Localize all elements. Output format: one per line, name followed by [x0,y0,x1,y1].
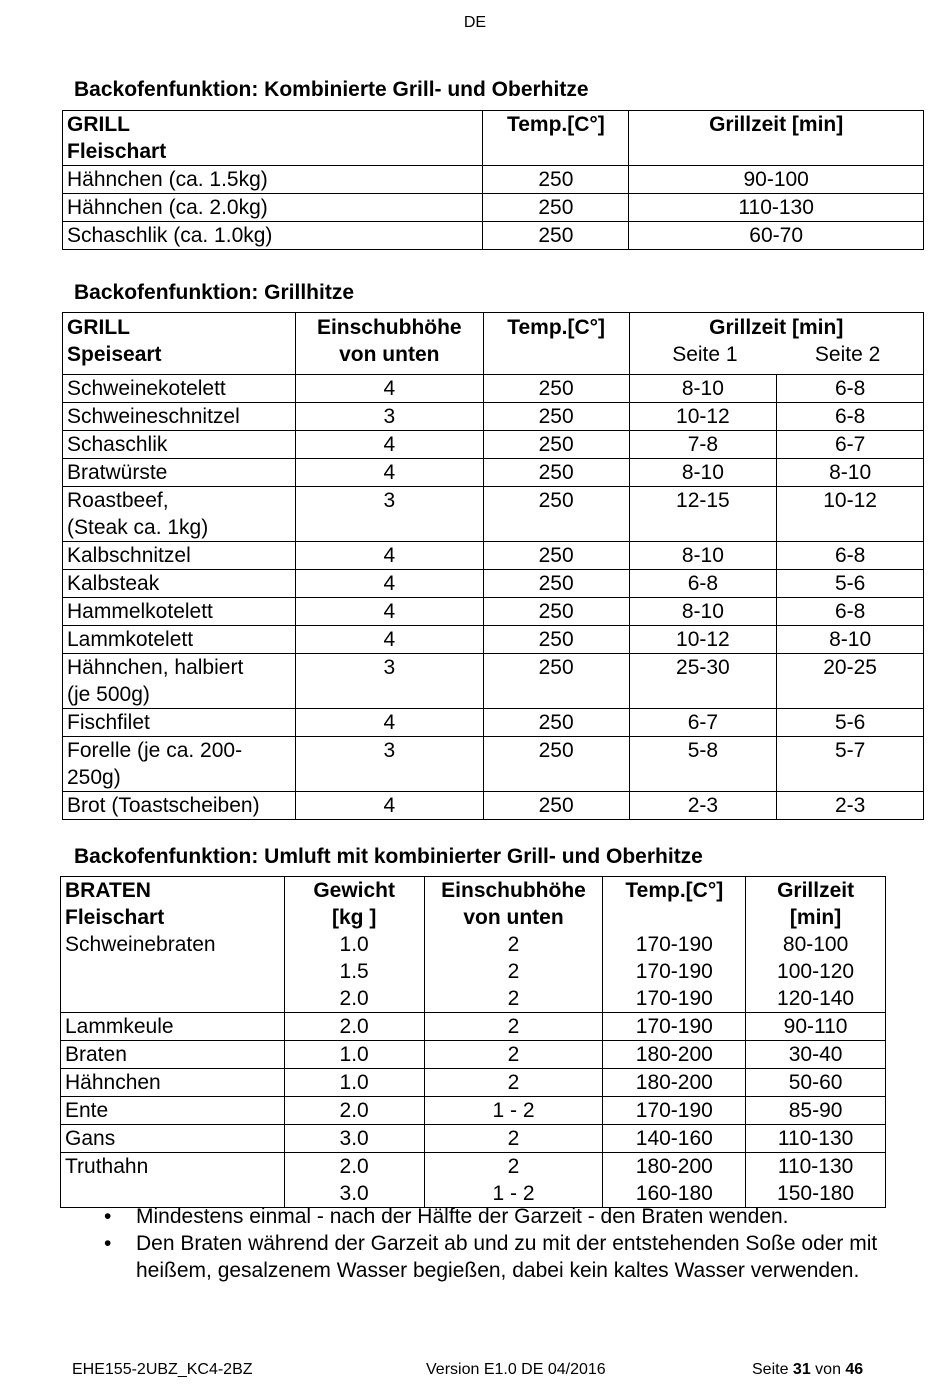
table-cell: 250 [483,431,629,459]
table-cell: Hähnchen, halbiert (je 500g) [63,654,296,709]
notes-list [104,1203,914,1284]
grill-combined-table [62,110,924,250]
section-title-grillhitze: Backofenfunktion: Grillhitze [74,281,355,304]
section-title-umluft: Backofenfunktion: Umluft mit kombinierter Grill- und Oberhitze [74,845,703,868]
table-cell: 6-7 [777,431,924,459]
table-cell: 3 [295,403,483,431]
table-cell: 2 [424,1125,603,1153]
table-cell: 2 1 - 2 [424,1153,603,1208]
table-cell: 250 [483,709,629,737]
table-cell: 10-12 [629,626,777,654]
umluft-braten-table [60,876,886,1208]
table-row [63,598,924,626]
table-cell: 250 [483,598,629,626]
section-title-combined-grill: Backofenfunktion: Kombinierte Grill- und Oberhitze [74,78,589,101]
table-cell: 3 [295,654,483,709]
table-cell: 250 [483,222,629,250]
table-cell: 3 [295,737,483,792]
table-cell: 85-90 [746,1097,886,1125]
table-cell: Roastbeef, (Steak ca. 1kg) [63,487,296,542]
table-cell: Bratwürste [63,459,296,487]
table-cell: 8-10 [777,626,924,654]
table-cell: 4 [295,375,483,403]
table-cell: Fischfilet [63,709,296,737]
table-cell: 4 [295,709,483,737]
note-item: • Den Braten während der Garzeit ab und zu mit der entstehenden Soße oder mit heißem, gesalzenem Wasser begießen, dabei kein kaltes Wasser verwenden. [104,1232,878,1282]
table-cell: 12-15 [629,487,777,542]
table-cell: 5-6 [777,709,924,737]
side-labels: Seite 1 Seite 2 [672,343,881,366]
header-cell: Temp.[C°] [483,313,629,375]
header-cell: Einschubhöhe von unten [424,877,603,932]
table-cell: 2.0 3.0 [284,1153,424,1208]
header-cell: Einschubhöhe von unten [295,313,483,375]
header-cell: Temp.[C°] [483,111,629,166]
table-cell: 1.0 [284,1069,424,1097]
table-cell: 8-10 [629,459,777,487]
table-header-row [61,877,886,932]
table-row [63,194,924,222]
table-cell: 110-130 [746,1125,886,1153]
table-cell: 250 [483,542,629,570]
table-row [63,654,924,709]
table-cell: 110-130 [629,194,924,222]
table-cell: Lammkotelett [63,626,296,654]
table-cell: Hammelkotelett [63,598,296,626]
table-cell: 8-10 [629,598,777,626]
table-cell: 2 [424,1041,603,1069]
table-row [63,375,924,403]
header-cell: Grillzeit [min] [746,877,886,932]
table-cell: 170-190 [603,1097,746,1125]
table-cell: 250 [483,375,629,403]
table-cell: 1.0 1.5 2.0 [284,931,424,1013]
table-cell: 6-7 [629,709,777,737]
table-cell: 250 [483,792,629,820]
table-cell: Lammkeule [61,1013,285,1041]
table-row [63,542,924,570]
table-cell: 6-8 [777,542,924,570]
table-row [61,1097,886,1125]
table-cell: Hähnchen (ca. 1.5kg) [63,166,483,194]
table-cell: 4 [295,598,483,626]
table-cell: Gans [61,1125,285,1153]
table-row [63,709,924,737]
footer-model: EHE155-2UBZ_KC4-2BZ [72,1361,253,1378]
table-cell: 8-10 [629,542,777,570]
header-cell: GRILL Fleischart [63,111,483,166]
table-cell: 7-8 [629,431,777,459]
table-cell: 1 - 2 [424,1097,603,1125]
table-cell: 25-30 [629,654,777,709]
table-cell: 170-190 170-190 170-190 [603,931,746,1013]
header-cell: Gewicht [kg ] [284,877,424,932]
table-cell: 4 [295,570,483,598]
table-row [63,792,924,820]
table-cell: 2-3 [777,792,924,820]
table-cell: 140-160 [603,1125,746,1153]
table-cell: 2 [424,1013,603,1041]
grillhitze-table [62,312,924,820]
table-cell: Hähnchen (ca. 2.0kg) [63,194,483,222]
table-row [61,1153,886,1208]
table-row [61,1013,886,1041]
table-cell: 5-7 [777,737,924,792]
table-row [61,1069,886,1097]
table-cell: 4 [295,542,483,570]
table-cell: Forelle (je ca. 200- 250g) [63,737,296,792]
table-cell: Braten [61,1041,285,1069]
table-cell: 4 [295,626,483,654]
table-cell: 4 [295,792,483,820]
table-row [63,222,924,250]
table-cell: 3 [295,487,483,542]
table-cell: 8-10 [777,459,924,487]
table-cell: 10-12 [629,403,777,431]
table-cell: 90-110 [746,1013,886,1041]
table-row [61,1125,886,1153]
table-cell: Schweinekotelett [63,375,296,403]
table-cell: 1.0 [284,1041,424,1069]
table-cell: 250 [483,194,629,222]
table-cell: 170-190 [603,1013,746,1041]
table-row [63,166,924,194]
table-cell: 250 [483,166,629,194]
bullet-icon: • [104,1232,112,1255]
table-row [63,487,924,542]
table-cell: 80-100 100-120 120-140 [746,931,886,1013]
table-cell: Schweinebraten [61,931,285,1013]
table-cell: Schaschlik [63,431,296,459]
table-cell: 2 2 2 [424,931,603,1013]
table-header-row [63,111,924,166]
table-cell: 4 [295,431,483,459]
table-cell: 90-100 [629,166,924,194]
table-cell: 250 [483,737,629,792]
table-cell: 250 [483,403,629,431]
table-cell: 8-10 [629,375,777,403]
table-cell: 110-130 150-180 [746,1153,886,1208]
table-cell: 6-8 [629,570,777,598]
footer-version: Version E1.0 DE 04/2016 [426,1361,606,1378]
table-cell: 180-200 [603,1041,746,1069]
table-row [63,570,924,598]
table-cell: 10-12 [777,487,924,542]
table-cell: 5-8 [629,737,777,792]
table-cell: 3.0 [284,1125,424,1153]
table-cell: 180-200 [603,1069,746,1097]
table-cell: Schweineschnitzel [63,403,296,431]
table-cell: Truthahn [61,1153,285,1208]
table-cell: 250 [483,654,629,709]
table-row [63,431,924,459]
bullet-icon: • [104,1205,112,1228]
table-cell: 250 [483,570,629,598]
table-cell: 60-70 [629,222,924,250]
table-cell: Kalbschnitzel [63,542,296,570]
table-cell: Hähnchen [61,1069,285,1097]
table-cell: 30-40 [746,1041,886,1069]
table-row [61,931,886,1013]
header-cell: Grillzeit [min] [629,111,924,166]
table-cell: 2.0 [284,1097,424,1125]
table-row [63,459,924,487]
header-cell: GRILL Speiseart [63,313,296,375]
table-cell: Brot (Toastscheiben) [63,792,296,820]
table-cell: 2.0 [284,1013,424,1041]
language-label: DE [463,14,487,31]
table-header-row [63,313,924,375]
table-cell: 6-8 [777,598,924,626]
table-cell: 180-200 160-180 [603,1153,746,1208]
table-cell: Kalbsteak [63,570,296,598]
note-item: • Mindestens einmal - nach der Hälfte der Garzeit - den Braten wenden. [104,1205,789,1228]
table-row [61,1041,886,1069]
table-cell: 2 [424,1069,603,1097]
table-cell: 250 [483,487,629,542]
table-cell: 250 [483,459,629,487]
table-row [63,737,924,792]
header-cell: Temp.[C°] [603,877,746,932]
table-cell: Schaschlik (ca. 1.0kg) [63,222,483,250]
table-cell: 5-6 [777,570,924,598]
table-cell: 4 [295,459,483,487]
table-cell: Ente [61,1097,285,1125]
table-row [63,626,924,654]
table-cell: 50-60 [746,1069,886,1097]
header-cell: Grillzeit [min] Seite 1 Seite 2 [629,313,923,375]
table-cell: 2-3 [629,792,777,820]
footer-page: Seite 31 von 46 [752,1361,864,1378]
table-cell: 6-8 [777,403,924,431]
table-cell: 6-8 [777,375,924,403]
table-cell: 20-25 [777,654,924,709]
table-cell: 250 [483,626,629,654]
table-row [63,403,924,431]
header-cell: BRATEN Fleischart [61,877,285,932]
